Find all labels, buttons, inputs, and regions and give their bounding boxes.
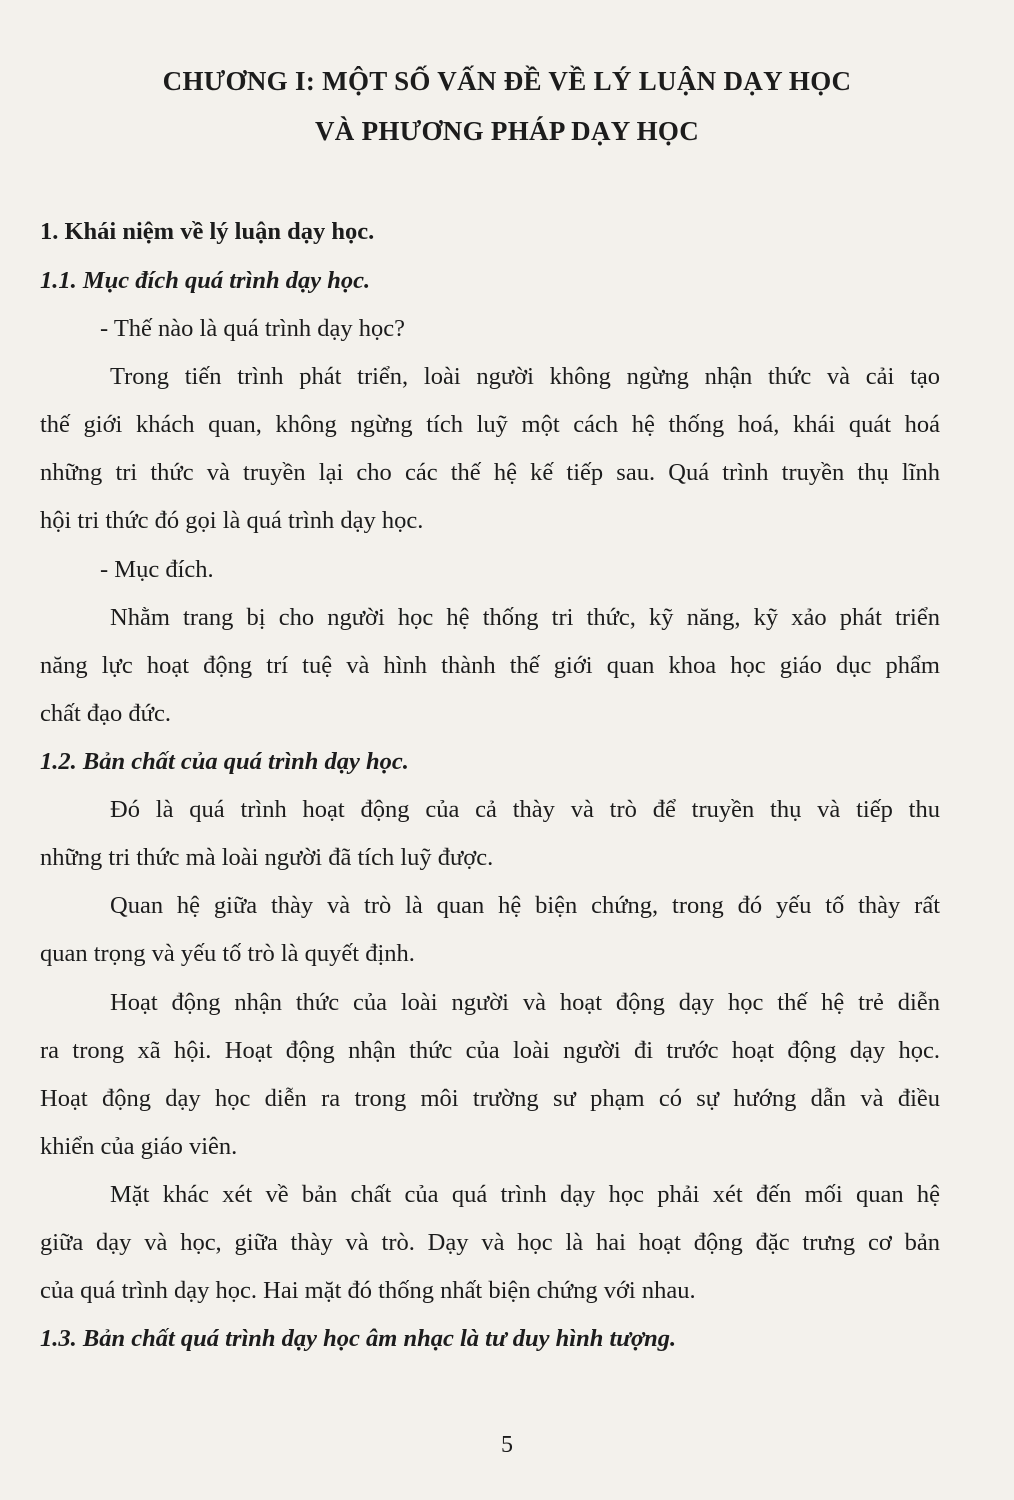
paragraph-6-line-2: giữa dạy và học, giữa thày và trò. Dạy và học là hai hoạt động đặc trưng cơ bản (40, 1229, 940, 1256)
paragraph-4-line-1: Quan hệ giữa thày và trò là quan hệ biện chứng, trong đó yếu tố thày rất (110, 892, 940, 919)
paragraph-1-line-2: thế giới khách quan, không ngừng tích luỹ một cách hệ thống hoá, khái quát hoá (40, 411, 940, 438)
section-1-1-heading: 1.1. Mục đích quá trình dạy học. (40, 267, 371, 294)
paragraph-2-line-3: chất đạo đức. (40, 700, 171, 727)
paragraph-5-line-1: Hoạt động nhận thức của loài người và hoạt động dạy học thế hệ trẻ diễn (110, 989, 940, 1016)
paragraph-4-line-2: quan trọng và yếu tố trò là quyết định. (40, 940, 415, 967)
paragraph-3-line-2: những tri thức mà loài người đã tích luỹ được. (40, 844, 494, 871)
section-1-heading: 1. Khái niệm về lý luận dạy học. (40, 218, 375, 245)
purpose-label: - Mục đích. (100, 556, 214, 583)
chapter-title-line-1: CHƯƠNG I: MỘT SỐ VẤN ĐỀ VỀ LÝ LUẬN DẠY HỌC (162, 66, 852, 96)
paragraph-6-line-1: Mặt khác xét về bản chất của quá trình dạy học phải xét đến mối quan hệ (110, 1181, 940, 1208)
section-1-3-heading: 1.3. Bản chất quá trình dạy học âm nhạc là tư duy hình tượng. (40, 1325, 677, 1352)
paragraph-3-line-1: Đó là quá trình hoạt động của cả thày và trò để truyền thụ và tiếp thu (110, 796, 940, 823)
paragraph-5-line-2: ra trong xã hội. Hoạt động nhận thức của loài người đi trước hoạt động dạy học. (40, 1037, 940, 1064)
paragraph-5-line-3: Hoạt động dạy học diễn ra trong môi trường sư phạm có sự hướng dẫn và điều (40, 1085, 940, 1112)
paragraph-2-line-2: năng lực hoạt động trí tuệ và hình thành thế giới quan khoa học giáo dục phẩm (40, 652, 940, 679)
paragraph-6-line-3: của quá trình dạy học. Hai mặt đó thống nhất biện chứng với nhau. (40, 1277, 696, 1304)
paragraph-1-line-3: những tri thức và truyền lại cho các thế hệ kế tiếp sau. Quá trình truyền thụ lĩnh (40, 459, 940, 486)
paragraph-1-line-1: Trong tiến trình phát triển, loài người không ngừng nhận thức và cải tạo (110, 363, 940, 390)
paragraph-2-line-1: Nhằm trang bị cho người học hệ thống tri thức, kỹ năng, kỹ xảo phát triển (110, 604, 940, 631)
question-line: - Thế nào là quá trình dạy học? (100, 315, 406, 342)
chapter-title-line-2: VÀ PHƯƠNG PHÁP DẠY HỌC (314, 116, 700, 146)
paragraph-1-line-4: hội tri thức đó gọi là quá trình dạy học. (40, 507, 424, 534)
section-1-2-heading: 1.2. Bản chất của quá trình dạy học. (40, 748, 409, 775)
page-number: 5 (501, 1432, 513, 1458)
paragraph-5-line-4: khiển của giáo viên. (40, 1133, 238, 1160)
